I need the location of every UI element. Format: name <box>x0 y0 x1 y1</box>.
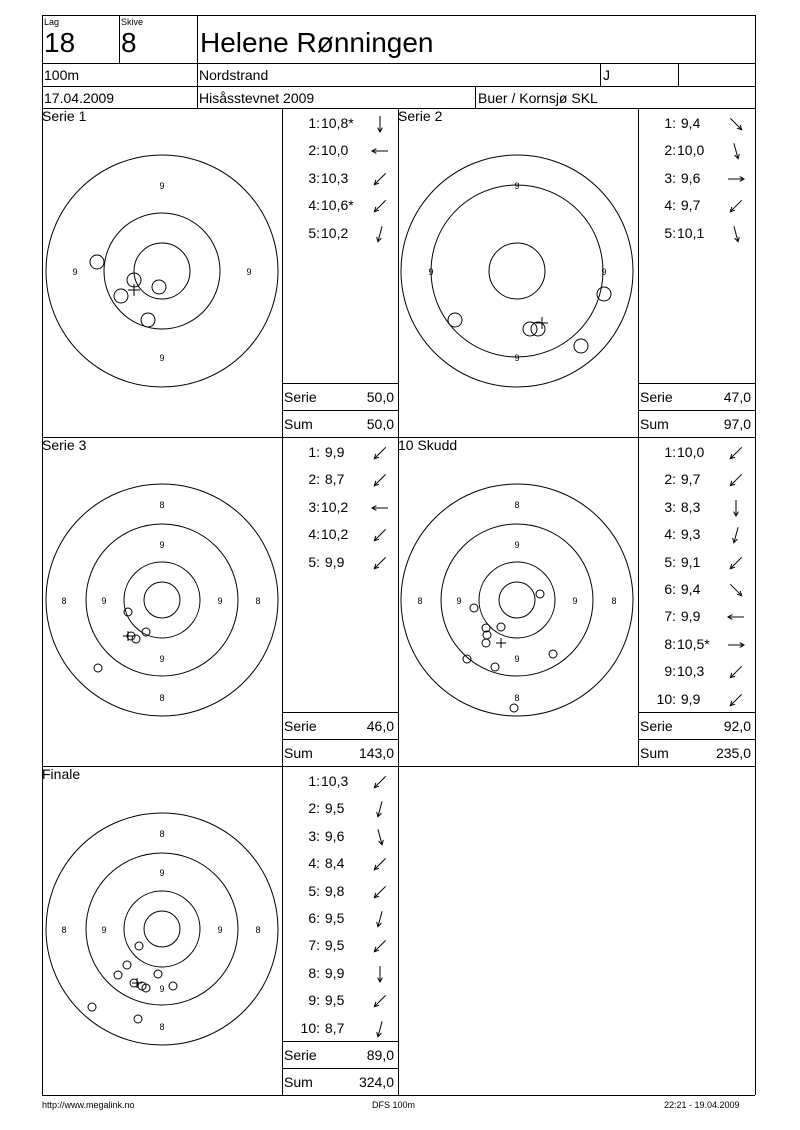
direction-arrow-icon <box>726 142 746 160</box>
shot-value: 9,5 <box>321 992 345 1009</box>
shot-number: 2: <box>308 471 320 488</box>
serie-value: 50,0 <box>366 389 394 405</box>
shot-value: 10,3 <box>677 663 705 680</box>
svg-text:9: 9 <box>514 181 520 191</box>
svg-text:9: 9 <box>514 654 520 664</box>
lag-value: 18 <box>44 27 76 58</box>
direction-arrow-icon <box>370 773 390 791</box>
shot-value: 10,0 <box>321 142 349 159</box>
shot-row <box>638 607 754 627</box>
shot-value: 9,7 <box>677 471 701 488</box>
shot-number: 5: <box>308 224 320 241</box>
serie-value: 89,0 <box>366 1047 394 1063</box>
direction-arrow-icon <box>726 636 746 654</box>
direction-arrow-icon <box>370 992 390 1010</box>
sum-label: Sum <box>640 745 669 761</box>
shot-value: 8,4 <box>321 855 345 872</box>
shot-number: 2: <box>664 142 676 159</box>
svg-text:8: 8 <box>514 500 520 510</box>
shot-number: 10: <box>656 690 676 707</box>
svg-text:9: 9 <box>572 596 578 606</box>
shot-number: 9: <box>664 663 676 680</box>
class: J <box>603 67 610 83</box>
target-serie-2 <box>398 108 638 437</box>
footer-center: DFS 100m <box>372 1100 416 1110</box>
venue: Buer / Kornsjø SKL <box>478 90 598 106</box>
shot-row <box>282 498 398 518</box>
shot-value: 10,3 <box>321 773 349 789</box>
shot-value: 9,4 <box>677 115 701 131</box>
club: Nordstrand <box>199 67 269 83</box>
shot-number: 6: <box>664 581 676 597</box>
shot-row <box>282 772 398 792</box>
shot-number: 4: <box>664 526 676 543</box>
shot-value: 9,9 <box>321 444 345 460</box>
shot-value: 9,5 <box>321 910 345 926</box>
target-serie-3 <box>42 437 282 766</box>
skive-label: Skive <box>121 17 144 27</box>
svg-text:8: 8 <box>417 596 423 606</box>
direction-arrow-icon <box>370 910 390 928</box>
sum-label: Sum <box>284 1074 313 1090</box>
shot-value: 10,0 <box>677 142 705 159</box>
direction-arrow-icon <box>370 225 390 243</box>
shot-value: 9,9 <box>677 690 701 707</box>
direction-arrow-icon <box>370 965 390 983</box>
shot-row <box>638 635 754 655</box>
shot-row <box>638 224 754 244</box>
svg-text:9: 9 <box>217 596 223 606</box>
shot-number: 3: <box>664 498 676 515</box>
direction-arrow-icon <box>370 800 390 818</box>
shot-row <box>638 580 754 600</box>
sum-value: 324,0 <box>358 1074 394 1090</box>
svg-text:9: 9 <box>217 925 223 935</box>
shots-serie-3 <box>282 437 398 766</box>
shot-row <box>282 799 398 819</box>
shot-row <box>282 169 398 189</box>
svg-text:9: 9 <box>101 596 107 606</box>
shot-number: 3: <box>308 827 320 844</box>
direction-arrow-icon <box>370 937 390 955</box>
shot-value: 9,7 <box>677 197 701 214</box>
shot-row <box>282 964 398 984</box>
shot-value: 10,2 <box>321 224 349 241</box>
svg-text:9: 9 <box>428 267 434 277</box>
panel-finale <box>42 766 282 1095</box>
direction-arrow-icon <box>370 471 390 489</box>
svg-text:9: 9 <box>601 267 607 277</box>
shot-row <box>282 141 398 161</box>
shot-row <box>638 196 754 216</box>
shooter-name: Helene Rønningen <box>200 27 434 58</box>
sum-label: Sum <box>284 745 313 761</box>
direction-arrow-icon <box>370 554 390 572</box>
shot-value: 9,3 <box>677 526 701 543</box>
panel-title: Finale <box>42 766 81 782</box>
panel-title: 10 Skudd <box>398 437 458 453</box>
shot-value: 9,9 <box>321 553 345 570</box>
shot-value: 9,6 <box>677 169 701 186</box>
target-10-skudd <box>398 437 638 766</box>
panel-serie-2 <box>398 108 638 437</box>
svg-text:8: 8 <box>159 693 165 703</box>
panel-serie-1 <box>42 108 282 437</box>
shot-value: 9,6 <box>321 827 345 844</box>
ring-label: 9 <box>159 353 165 363</box>
shot-number: 3: <box>308 498 320 515</box>
svg-text:8: 8 <box>61 596 67 606</box>
sum-value: 143,0 <box>358 745 394 761</box>
direction-arrow-icon <box>370 115 390 133</box>
direction-arrow-icon <box>726 608 746 626</box>
shot-row <box>638 498 754 518</box>
serie-label: Serie <box>284 718 317 734</box>
direction-arrow-icon <box>726 499 746 517</box>
shot-number: 3: <box>664 169 676 186</box>
shot-row <box>282 1019 398 1039</box>
svg-text:8: 8 <box>514 693 520 703</box>
serie-value: 47,0 <box>723 389 751 405</box>
shot-value: 10,2 <box>321 526 349 543</box>
direction-arrow-icon <box>370 197 390 215</box>
svg-text:9: 9 <box>159 868 165 878</box>
direction-arrow-icon <box>726 554 746 572</box>
shot-number: 9: <box>308 992 320 1009</box>
direction-arrow-icon <box>726 663 746 681</box>
shot-row <box>282 854 398 874</box>
shot-row <box>282 525 398 545</box>
shot-number: 10: <box>300 1019 320 1036</box>
shot-value: 10,2 <box>321 498 349 515</box>
sum-value: 97,0 <box>723 416 751 432</box>
shot-value: 10,0 <box>677 444 705 460</box>
shot-number: 2: <box>308 800 320 817</box>
shot-value: 10,1 <box>677 224 705 241</box>
shot-row <box>638 690 754 710</box>
shot-number: 4: <box>664 197 676 214</box>
shot-number: 4: <box>308 197 320 214</box>
shot-number: 4: <box>308 526 320 543</box>
shot-value: 9,4 <box>677 581 701 597</box>
serie-label: Serie <box>640 718 673 734</box>
shot-number: 7: <box>308 937 320 954</box>
direction-arrow-icon <box>726 471 746 489</box>
event: Hisåsstevnet 2009 <box>199 90 315 106</box>
sum-value: 50,0 <box>366 416 394 432</box>
shot-number: 5: <box>308 553 320 570</box>
direction-arrow-icon <box>726 115 746 133</box>
shot-row <box>282 443 398 463</box>
sum-value: 235,0 <box>715 745 751 761</box>
shot-value: 9,8 <box>321 882 345 899</box>
shot-row <box>282 827 398 847</box>
serie-value: 92,0 <box>723 718 751 734</box>
shot-number: 7: <box>664 608 676 625</box>
target-finale <box>42 766 282 1095</box>
direction-arrow-icon <box>726 526 746 544</box>
shot-value: 8,3 <box>677 498 701 515</box>
svg-text:8: 8 <box>61 925 67 935</box>
shot-row <box>282 114 398 134</box>
shot-row <box>282 882 398 902</box>
panel-serie-3 <box>42 437 282 766</box>
direction-arrow-icon <box>370 499 390 517</box>
serie-label: Serie <box>284 1047 317 1063</box>
footer-timestamp: 22:21 - 19.04.2009 <box>664 1100 740 1110</box>
svg-text:8: 8 <box>159 829 165 839</box>
panel-title: Serie 2 <box>398 108 443 124</box>
shot-number: 2: <box>664 471 676 488</box>
direction-arrow-icon <box>370 142 390 160</box>
panel-title: Serie 3 <box>42 437 87 453</box>
shot-row <box>282 991 398 1011</box>
shot-row <box>638 662 754 682</box>
shot-row <box>282 224 398 244</box>
shot-value: 9,1 <box>677 553 701 570</box>
svg-text:9: 9 <box>514 353 520 363</box>
shot-row <box>638 169 754 189</box>
svg-text:9: 9 <box>514 540 520 550</box>
ring-label: 9 <box>159 181 165 191</box>
shot-number: 1: <box>308 115 320 131</box>
shot-row <box>638 114 754 134</box>
direction-arrow-icon <box>370 855 390 873</box>
sum-label: Sum <box>640 416 669 432</box>
date: 17.04.2009 <box>44 90 115 106</box>
shot-number: 5: <box>664 553 676 570</box>
direction-arrow-icon <box>370 170 390 188</box>
direction-arrow-icon <box>370 526 390 544</box>
shot-number: 2: <box>308 142 320 159</box>
shot-number: 1: <box>664 115 676 131</box>
shots-10-skudd <box>638 437 755 766</box>
shot-number: 6: <box>308 910 320 926</box>
shot-value: 10,5* <box>677 635 710 652</box>
direction-arrow-icon <box>726 444 746 462</box>
direction-arrow-icon <box>726 170 746 188</box>
shot-value: 9,9 <box>677 608 701 625</box>
shot-value: 9,5 <box>321 800 345 817</box>
shot-value: 8,7 <box>321 1019 345 1036</box>
shot-number: 1: <box>308 773 320 789</box>
shot-row <box>282 470 398 490</box>
ring-label: 9 <box>72 267 78 277</box>
panel-10-skudd <box>398 437 638 766</box>
svg-text:8: 8 <box>611 596 617 606</box>
direction-arrow-icon <box>726 197 746 215</box>
shot-value: 10,6* <box>321 197 354 214</box>
direction-arrow-icon <box>370 1020 390 1038</box>
shot-value: 10,8* <box>321 115 354 131</box>
shot-row <box>638 141 754 161</box>
lag-label: Lag <box>44 17 60 27</box>
direction-arrow-icon <box>370 444 390 462</box>
svg-text:9: 9 <box>159 540 165 550</box>
shot-row <box>638 525 754 545</box>
shot-value: 9,5 <box>321 937 345 954</box>
svg-text:9: 9 <box>456 596 462 606</box>
shots-finale <box>282 766 398 1095</box>
shot-number: 4: <box>308 855 320 872</box>
shot-row <box>282 553 398 573</box>
svg-text:8: 8 <box>159 500 165 510</box>
shot-number: 1: <box>308 444 320 460</box>
shot-number: 5: <box>664 224 676 241</box>
direction-arrow-icon <box>726 691 746 709</box>
distance: 100m <box>44 67 80 83</box>
svg-text:9: 9 <box>159 984 165 994</box>
direction-arrow-icon <box>370 828 390 846</box>
shots-serie-1 <box>282 108 398 437</box>
panel-title: Serie 1 <box>42 108 87 124</box>
target-serie-1 <box>42 108 282 437</box>
shot-value: 8,7 <box>321 471 345 488</box>
svg-text:8: 8 <box>255 596 261 606</box>
shot-number: 5: <box>308 882 320 899</box>
serie-label: Serie <box>284 389 317 405</box>
svg-text:8: 8 <box>159 1022 165 1032</box>
shot-row <box>282 936 398 956</box>
serie-label: Serie <box>640 389 673 405</box>
shot-value: 10,3 <box>321 169 349 186</box>
shot-row <box>638 553 754 573</box>
shots-serie-2 <box>638 108 755 437</box>
shot-number: 3: <box>308 169 320 186</box>
direction-arrow-icon <box>370 883 390 901</box>
shot-number: 1: <box>664 444 676 460</box>
shot-number: 8: <box>664 635 676 652</box>
svg-text:9: 9 <box>159 654 165 664</box>
ring-label: 9 <box>246 267 252 277</box>
footer-link[interactable]: http://www.megalink.no <box>42 1100 135 1110</box>
direction-arrow-icon <box>726 225 746 243</box>
serie-value: 46,0 <box>366 718 394 734</box>
shot-row <box>282 909 398 929</box>
shot-row <box>638 470 754 490</box>
shot-value: 9,9 <box>321 964 345 981</box>
sum-label: Sum <box>284 416 313 432</box>
shot-row <box>282 196 398 216</box>
shot-number: 8: <box>308 964 320 981</box>
direction-arrow-icon <box>726 581 746 599</box>
svg-text:9: 9 <box>101 925 107 935</box>
svg-text:8: 8 <box>255 925 261 935</box>
skive-value: 8 <box>121 27 137 58</box>
shot-row <box>638 443 754 463</box>
